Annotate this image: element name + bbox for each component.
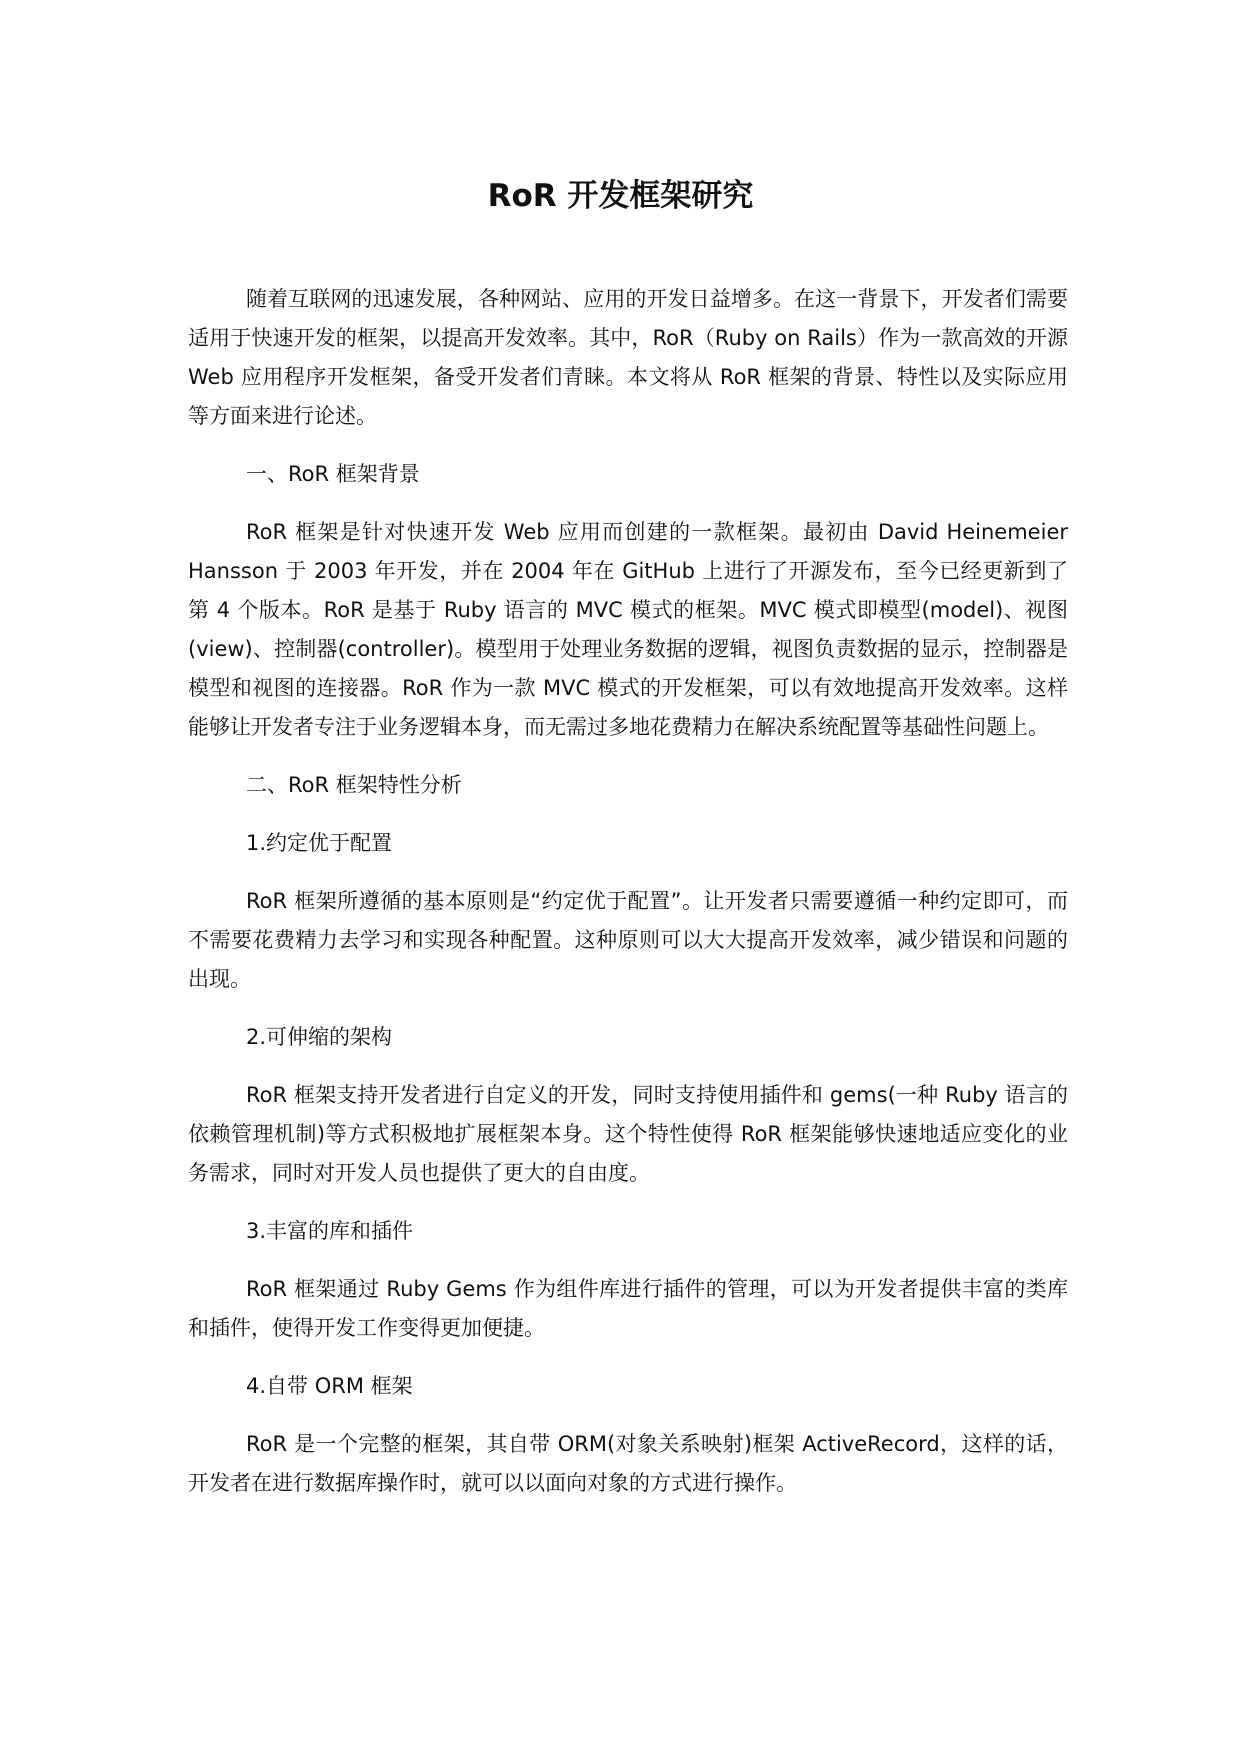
section-heading-features: 二、RoR 框架特性分析 (246, 773, 462, 797)
section-heading-background: 一、RoR 框架背景 (246, 462, 420, 486)
scalable-paragraph: RoR 框架支持开发者进行自定义的开发，同时支持使用插件和 gems(一种 Ruby 语言的依赖管理机制)等方式积极地扩展框架本身。这个特性使得 RoR 框架能够快速地适应变化的业务需求，同时对开发人员也提供了更大的自由度。 (188, 1083, 1068, 1185)
document-title: RoR 开发框架研究 (487, 178, 754, 214)
document-body (188, 280, 1068, 1522)
intro-paragraph: 随着互联网的迅速发展，各种网站、应用的开发日益增多。在这一背景下，开发者们需要适用于快速开发的框架，以提高开发效率。其中，RoR（Ruby on Rails）作为一款高效的开源 Web 应用程序开发框架，备受开发者们青睐。本文将从 RoR 框架的背景、特性以及实际应用等方面来进行论述。 (188, 287, 1068, 428)
libraries-paragraph: RoR 框架通过 Ruby Gems 作为组件库进行插件的管理，可以为开发者提供丰富的类库和插件，使得开发工作变得更加便捷。 (188, 1277, 1068, 1340)
subheading-orm: 4.自带 ORM 框架 (246, 1374, 413, 1398)
orm-paragraph: RoR 是一个完整的框架，其自带 ORM(对象关系映射)框架 ActiveRecord，这样的话，开发者在进行数据库操作时，就可以以面向对象的方式进行操作。 (188, 1432, 1068, 1495)
subheading-convention: 1.约定优于配置 (246, 831, 393, 855)
background-paragraph: RoR 框架是针对快速开发 Web 应用而创建的一款框架。最初由 David Heinemeier Hansson 于 2003 年开发，并在 2004 年在 GitHub 上进行了开源发布，至今已经更新到了第 4 个版本。RoR 是基于 Ruby 语言的 MVC 模式的框架。MVC 模式即模型(model)、视图(view)、控制器(controller)。模型用于处理业务数据的逻辑，视图负责数据的显示，控制器是模型和视图的连接器。RoR 作为一款 MVC 模式的开发框架，可以有效地提高开发效率。这样能够让开发者专注于业务逻辑本身，而无需过多地花费精力在解决系统配置等基础性问题上。 (188, 520, 1068, 739)
subheading-libraries: 3.丰富的库和插件 (246, 1219, 414, 1243)
convention-paragraph: RoR 框架所遵循的基本原则是“约定优于配置”。让开发者只需要遵循一种约定即可，而不需要花费精力去学习和实现各种配置。这种原则可以大大提高开发效率，减少错误和问题的出现。 (188, 889, 1068, 991)
subheading-scalable: 2.可伸缩的架构 (246, 1025, 393, 1049)
